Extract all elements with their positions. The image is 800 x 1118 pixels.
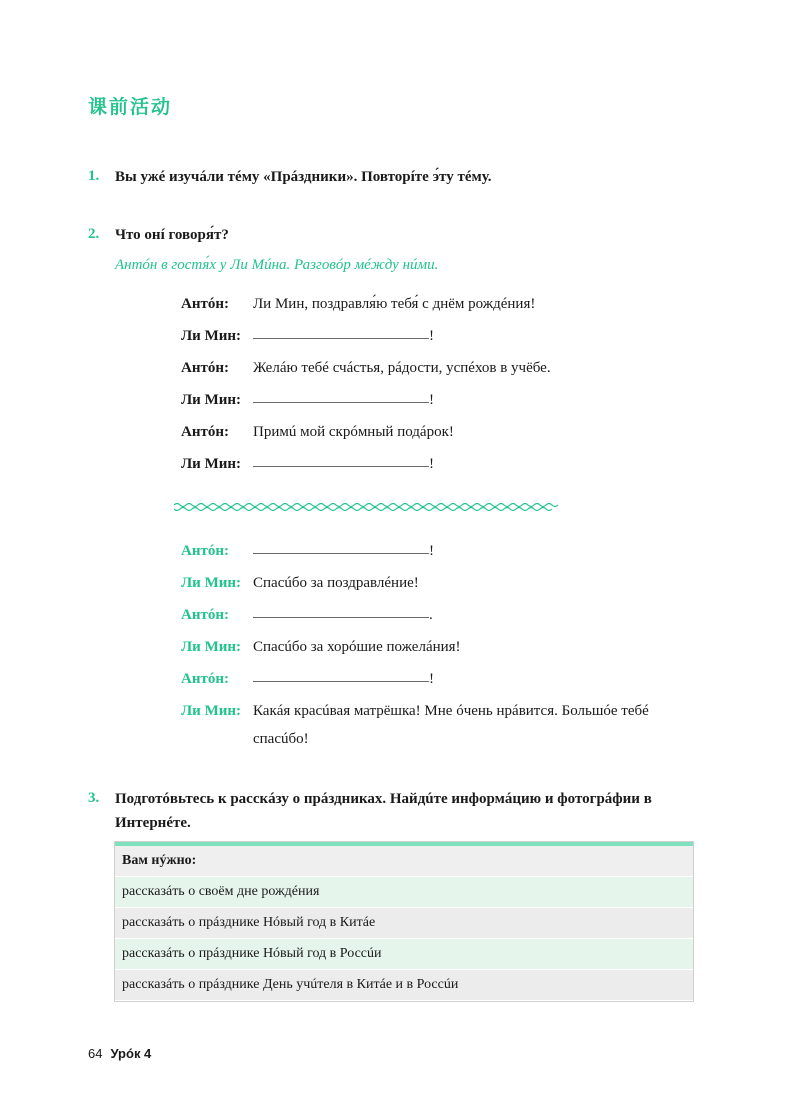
speaker-label: Антóн: xyxy=(181,296,229,312)
answer-blank[interactable] xyxy=(253,450,429,467)
page-number: 64 xyxy=(88,1046,103,1061)
speaker-label: Ли Мин: xyxy=(181,392,242,408)
dialog-1-row xyxy=(181,386,434,414)
dialog-line-continued: спасúбо! xyxy=(253,731,309,747)
answer-blank[interactable] xyxy=(253,537,429,554)
task-3-number: 3. xyxy=(88,790,100,806)
dialog-1-row xyxy=(181,418,454,446)
task-2-subtitle: Антóн в гостя́х у Ли Мúна. Разговóр мéжду нúми. xyxy=(115,257,439,273)
wavy-divider xyxy=(174,500,564,514)
speaker-label: Ли Мин: xyxy=(181,575,242,591)
lesson-label: Урóк 4 xyxy=(110,1046,152,1061)
dialog-2-row xyxy=(181,665,434,693)
blank-punctuation: . xyxy=(429,607,433,623)
speaker-label: Ли Мин: xyxy=(181,456,242,472)
answer-blank[interactable] xyxy=(253,665,429,682)
speaker-label: Ли Мин: xyxy=(181,328,242,344)
dialog-2-row xyxy=(181,633,461,661)
table-row: рассказáть о прáзднике Нóвый год в Китáе xyxy=(115,908,693,939)
speaker-label: Антóн: xyxy=(181,424,229,440)
task-1-number: 1. xyxy=(88,168,100,184)
task-3-text-line: Интернéте. xyxy=(115,815,191,831)
task-3-text-line: Подготóвьтесь к расскáзу о прáздниках. Найдúте информáцию и фотогрáфии в xyxy=(115,791,652,807)
answer-blank[interactable] xyxy=(253,386,429,403)
dialog-line: Спасúбо за хорóшие пожелáния! xyxy=(253,639,461,655)
dialog-2-row xyxy=(181,537,434,565)
dialog-1-row xyxy=(181,322,434,350)
task-2-number: 2. xyxy=(88,226,100,242)
page-title: 课前活动 xyxy=(88,96,173,118)
dialog-1-row xyxy=(181,354,551,382)
task-1-text: Вы ужé изучáли тéму «Прáздники». Повторíте э́ту тéму. xyxy=(115,169,492,185)
answer-blank[interactable] xyxy=(253,322,429,339)
dialog-line: Ли Мин, поздравля́ю тебя́ с днём рождéния! xyxy=(253,296,536,312)
speaker-label: Антóн: xyxy=(181,543,229,559)
dialog-line: Спасúбо за поздравлéние! xyxy=(253,575,419,591)
dialog-2-row xyxy=(181,569,419,597)
dialog-1-row xyxy=(181,450,434,478)
blank-punctuation: ! xyxy=(429,543,434,559)
speaker-label: Антóн: xyxy=(181,360,229,376)
table-row: рассказáть о прáзднике День учúтеля в Китáе и в Россúи xyxy=(115,970,693,1001)
needs-table xyxy=(115,842,693,1001)
speaker-label: Антóн: xyxy=(181,607,229,623)
dialog-1-row xyxy=(181,290,535,318)
page-footer xyxy=(88,1046,151,1061)
table-header: Вам нýжно: xyxy=(115,846,693,877)
task-2-text: Что онí говоря́т? xyxy=(115,227,229,243)
table-row: рассказáть о прáзднике Нóвый год в Россúи xyxy=(115,939,693,970)
dialog-line: Какáя красúвая матрёшка! Мне óчень нрáвится. Большóе тебé xyxy=(253,703,649,719)
speaker-label: Антóн: xyxy=(181,671,229,687)
blank-punctuation: ! xyxy=(429,671,434,687)
speaker-label: Ли Мин: xyxy=(181,703,242,719)
blank-punctuation: ! xyxy=(429,456,434,472)
answer-blank[interactable] xyxy=(253,601,429,618)
blank-punctuation: ! xyxy=(429,328,434,344)
task-3-text xyxy=(115,787,705,835)
speaker-label: Ли Мин: xyxy=(181,639,242,655)
dialog-2-row xyxy=(181,601,433,629)
dialog-line: Примú мой скрóмный подáрок! xyxy=(253,424,454,440)
table-row: рассказáть о своём дне рождéния xyxy=(115,877,693,908)
blank-punctuation: ! xyxy=(429,392,434,408)
dialog-2-row xyxy=(181,697,673,753)
dialog-line: Желáю тебé счáстья, рáдости, успéхов в учёбе. xyxy=(253,360,551,376)
